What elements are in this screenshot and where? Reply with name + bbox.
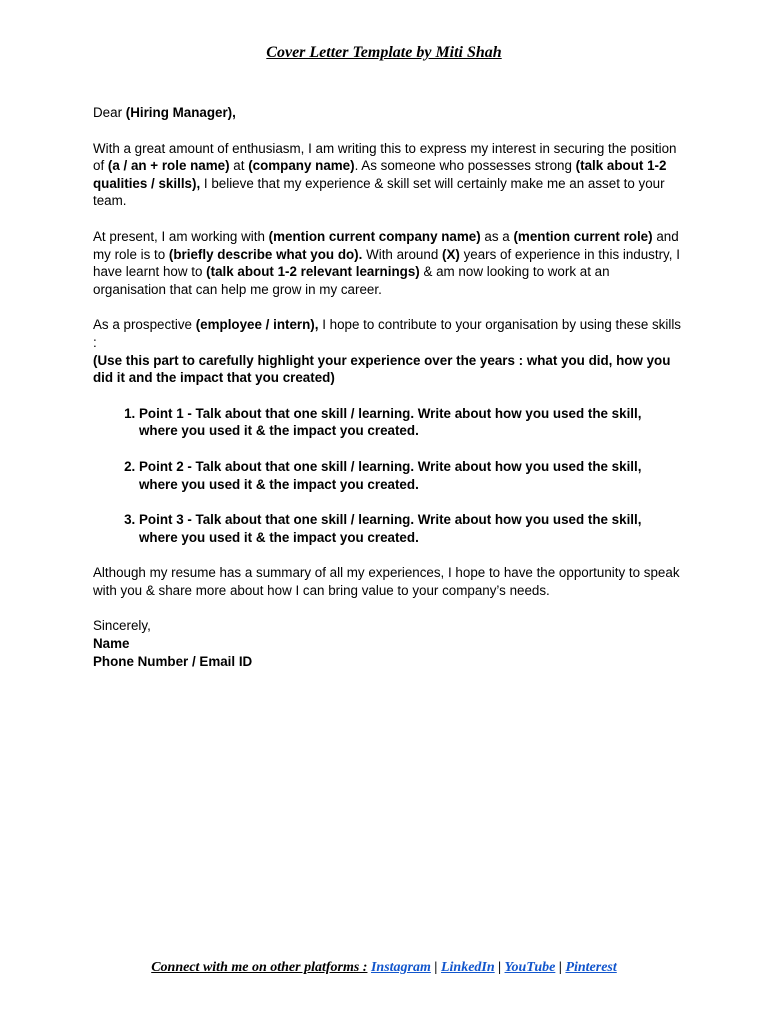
skill-points-list — [93, 405, 683, 547]
greeting-prefix: Dear — [93, 105, 126, 120]
paragraph-closing: Although my resume has a summary of all my experiences, I hope to have the opportunity to speak with you & share more about how I can bring value to your company’s needs. — [93, 565, 680, 598]
paragraph-current-role — [93, 228, 683, 298]
text: As a prospective — [93, 317, 196, 333]
placeholder-current-company: (mention current company name) — [268, 228, 481, 244]
placeholder-learnings: (talk about 1-2 relevant learnings) — [206, 264, 420, 280]
separator: | — [558, 960, 562, 975]
placeholder-years: (X) — [442, 246, 460, 262]
list-item: 3. Point 3 - Talk about that one skill / learning. Write about how you used the skill, where you used it & the impact you created. — [139, 511, 683, 546]
text: at — [229, 158, 249, 174]
placeholder-position-type: (employee / intern), — [195, 317, 319, 333]
list-item: 2. Point 2 - Talk about that one skill / learning. Write about how you used the skill, where you used it & the impact you created. — [139, 458, 683, 493]
document-title: Cover Letter Template by Miti Shah — [266, 44, 502, 61]
list-item: 1. Point 1 - Talk about that one skill / learning. Write about how you used the skill, where you used it & the impact you created. — [139, 405, 683, 440]
text: I hope to contribute to your organisation by using these skills : — [93, 317, 682, 350]
signature-name: Name — [93, 636, 130, 652]
text: and my role is to — [93, 228, 679, 262]
placeholder-qualities: (talk about 1-2 qualities / skills), — [93, 158, 667, 191]
text: With a great amount of enthusiasm, I am writing this to express my interest in securing the position of — [93, 140, 677, 174]
letter-body — [93, 104, 683, 670]
placeholder-description: (briefly describe what you do). — [168, 246, 363, 262]
link-pinterest[interactable]: Pinterest — [565, 960, 617, 975]
link-youtube[interactable]: YouTube — [504, 960, 556, 975]
text: I believe that my experience & skill set will certainly make me an asset to your team. — [93, 175, 665, 209]
footer-lead: Connect with me on other platforms : — [151, 960, 368, 975]
footer-links — [0, 960, 768, 976]
text: as a — [480, 228, 514, 244]
greeting — [93, 104, 683, 122]
instruction-highlight: (Use this part to carefully highlight your experience over the years : what you did, how you did it and the impact that you created) — [93, 352, 671, 386]
signoff — [93, 617, 683, 670]
placeholder-role: (a / an + role name) — [107, 158, 230, 174]
placeholder-company: (company name) — [248, 158, 355, 174]
link-instagram[interactable]: Instagram — [370, 960, 431, 975]
closing-word: Sincerely, — [93, 618, 151, 634]
separator: | — [434, 960, 438, 975]
paragraph-skills — [93, 316, 683, 386]
text: At present, I am working with — [93, 228, 269, 244]
greeting-name: (Hiring Manager), — [125, 105, 236, 120]
text: years of experience in this industry, I have learnt how to — [93, 246, 680, 280]
placeholder-current-role: (mention current role) — [513, 228, 653, 244]
signature-contact: Phone Number / Email ID — [93, 653, 253, 669]
separator: | — [498, 960, 502, 975]
text: & am now looking to work at an organisation that can help me grow in my career. — [93, 264, 610, 297]
text: With around — [362, 246, 442, 262]
link-linkedin[interactable]: LinkedIn — [440, 960, 495, 975]
text: . As someone who possesses strong — [354, 158, 576, 174]
paragraph-intro — [93, 140, 683, 210]
